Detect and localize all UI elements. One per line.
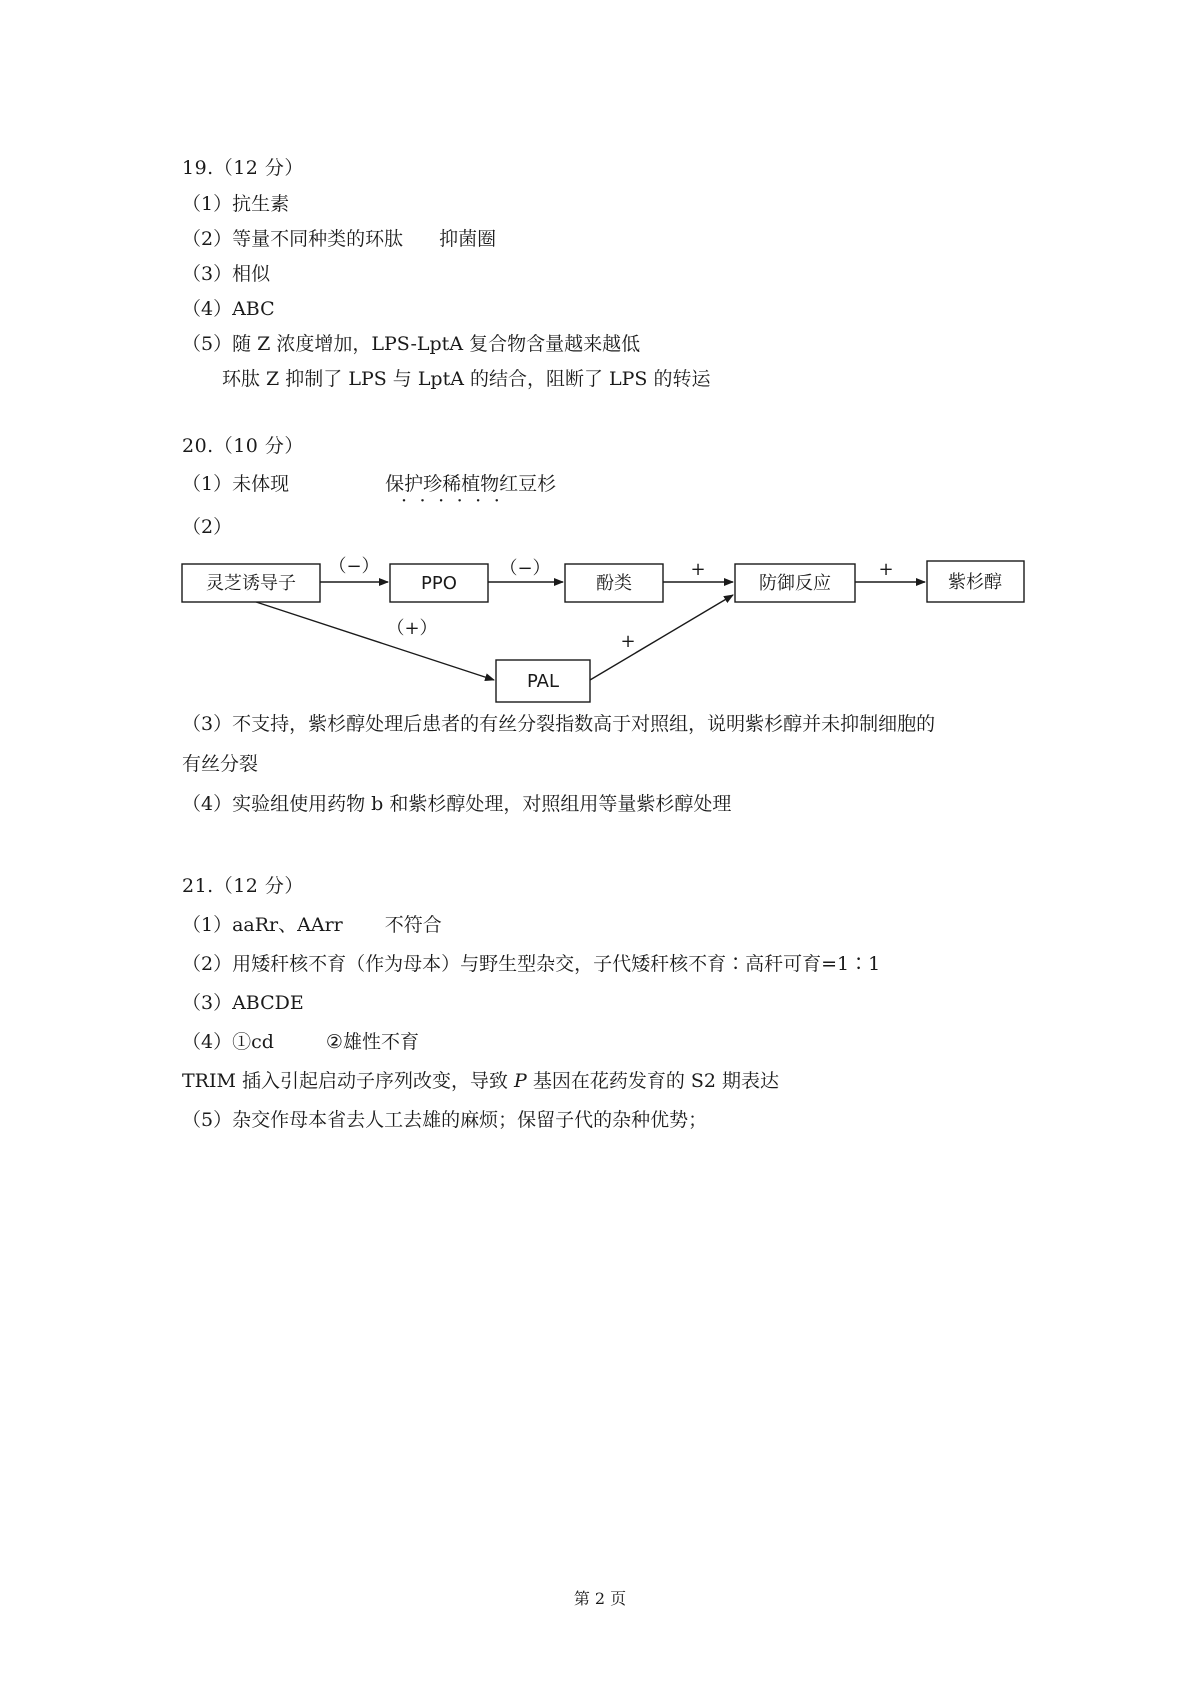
q20-answer-1-part1: （1）未体现 [182,473,290,495]
edge-pal-defense [590,595,733,680]
q21-answer-4-prefix: （4） [182,1031,233,1053]
edge-inducer-pal [250,600,494,680]
node-taxol-label: 紫杉醇 [948,572,1002,593]
node-taxol [927,561,1024,602]
edge-label-inducer-ppo: （−） [328,556,380,577]
q21-answer-4-item2: ②雄性不育 [325,1031,419,1053]
node-pal [496,660,590,702]
edge-label-pal-defense: + [620,631,636,652]
node-pal-label: PAL [526,671,560,692]
node-defense [735,564,855,602]
q19-heading: 19.（12 分） [182,157,304,179]
q20-answer-2-label: （2） [182,516,233,538]
q21-answer-3: （3）ABCDE [182,992,304,1014]
edge-label-ppo-phenols: （−） [499,558,551,579]
node-phenols-label: 酚类 [596,573,632,594]
q20-answer-1-part2: 保护珍稀植物红豆杉 [385,473,557,495]
node-phenols [565,564,663,602]
q21-heading: 21.（12 分） [182,875,304,897]
page-number: 第 2 页 [573,1589,627,1608]
q19-answer-4: （4）ABC [182,298,275,320]
node-inducer [182,564,320,602]
node-ppo [390,564,488,602]
q20-answer-4: （4）实验组使用药物 b 和紫杉醇处理，对照组用等量紫杉醇处理 [182,793,732,815]
q19-answer-5-continued: 环肽 Z 抑制了 LPS 与 LptA 的结合，阻断了 LPS 的转运 [222,368,711,390]
edge-label-phenols-defense: + [690,559,706,580]
q21-answer-4-item1: ①cd [232,1031,274,1053]
q21-answer-1 [182,913,442,937]
q21-answer-2: （2）用矮秆核不育（作为母本）与野生型杂交，子代矮秆核不育∶高秆可育=1∶1 [182,953,881,975]
node-defense-label: 防御反应 [759,573,831,594]
q19-answer-5: （5）随 Z 浓度增加，LPS-LptA 复合物含量越来越低 [182,333,641,355]
q21-answer-1-part2: 不符合 [384,914,442,936]
q21-answer-4-cont-before: TRIM 插入引起启动子序列改变，导致 [182,1070,515,1092]
node-inducer-label: 灵芝诱导子 [206,573,296,594]
q19-answer-2-part2: 抑菌圈 [439,228,497,250]
q21-answer-4-cont-after: 基因在花药发育的 S2 期表达 [526,1070,780,1092]
q19-answer-2 [182,227,496,251]
edge-label-inducer-pal: （+） [386,618,438,639]
q21-answer-5: （5）杂交作母本省去人工去雄的麻烦；保留子代的杂种优势； [182,1109,708,1131]
q19-answer-2-part1: （2）等量不同种类的环肽 [182,228,404,250]
q19-answer-1: （1）抗生素 [182,193,290,215]
q21-answer-1-part1: （1）aaRr、AArr [182,914,343,936]
q20-heading: 20.（10 分） [182,435,304,457]
gene-p-italic: P [514,1070,527,1092]
edge-label-defense-taxol: + [878,559,894,580]
q21-answer-4-continued [182,1069,779,1093]
q20-answer-3: （3）不支持，紫杉醇处理后患者的有丝分裂指数高于对照组，说明紫杉醇并未抑制细胞的 [182,713,936,735]
node-ppo-label: PPO [421,573,457,594]
emphasis-dots: ······ [401,490,513,512]
pathway-diagram [180,548,1040,708]
q19-answer-3: （3）相似 [182,263,271,285]
q20-answer-3-continued: 有丝分裂 [182,753,259,775]
q21-answer-4 [182,1030,419,1054]
